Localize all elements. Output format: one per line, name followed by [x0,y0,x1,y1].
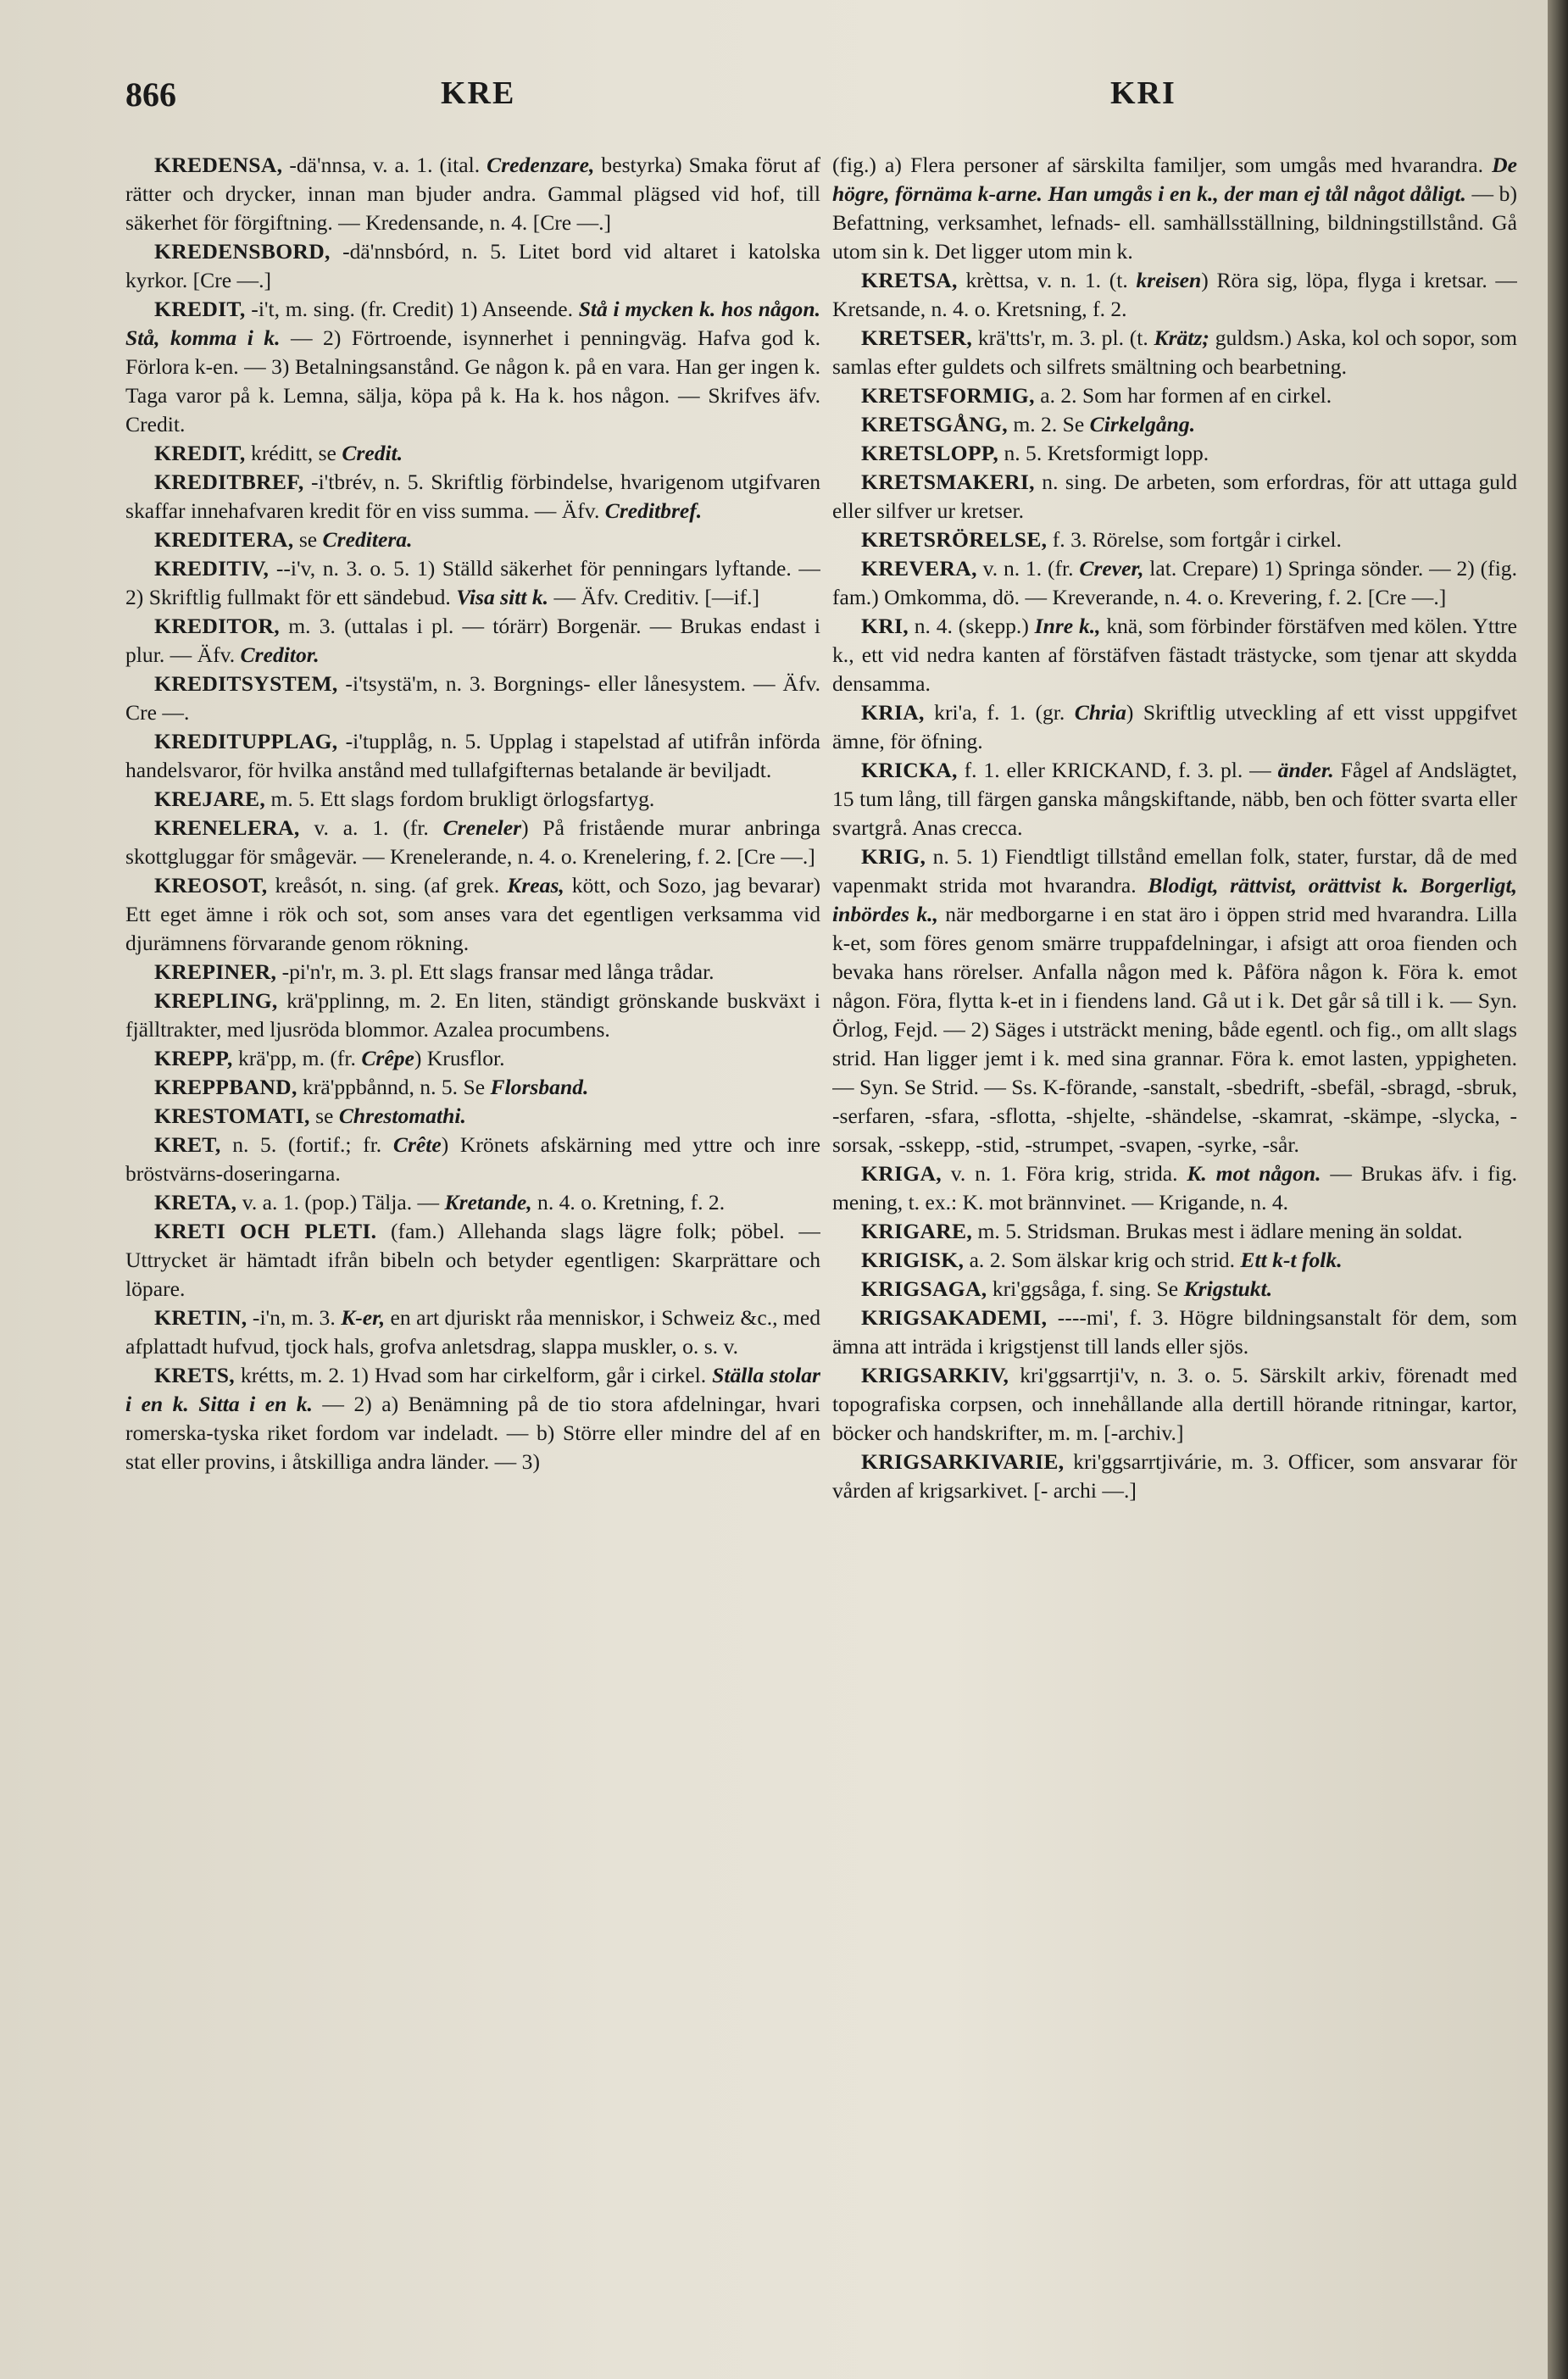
entry-text-continued: — b) Befattning, verksamhet, lefnads- ell. samhällsställning, bildningstillstånd. Gå utom sin k. Det ligger utom min k. [832,181,1517,264]
dictionary-entry [832,1159,1517,1217]
entry-text-continued: guldsm.) Aska, kol och sopor, som samlas efter guldets och silfrets smältning och bearbetning. [832,325,1517,379]
dictionary-entry [125,785,820,814]
entry-text: n. 4. (skepp.) [908,614,1035,638]
entry-text: se [293,527,323,552]
dictionary-entry [832,1246,1517,1275]
headword: KRETSGÅNG, [861,412,1008,436]
dictionary-entry [832,1303,1517,1361]
entry-text: v. a. 1. (fr. [299,815,443,840]
entry-example: Chria [1074,700,1126,725]
headword: KRIGSAGA, [861,1276,987,1301]
entry-text: -i'tbrév, n. 5. Skriftlig förbindelse, hvarigenom utgifvaren skaffar innehafvaren kredit för en viss summa. — Äfv. [125,470,820,523]
dictionary-entry [125,1131,820,1188]
headword: KRIGARE, [861,1219,973,1243]
dictionary-entry [125,670,820,727]
headword: KRIGSAKADEMI, [861,1305,1048,1330]
entry-text-continued: ) Skriftlig utveckling af ett visst uppgifvet ämne, för öfning. [832,700,1517,753]
headword: KREPLING, [154,988,278,1013]
dictionary-entry [832,151,1517,266]
dictionary-entry [125,554,820,612]
dictionary-entry [125,525,820,554]
entry-example: Ställa stolar i en k. Sitta i en k. [125,1363,820,1416]
entry-example: Credenzare, [487,153,595,177]
entry-text: ----mi', f. 3. Högre bildningsanstalt för dem, som ämna att inträda i krigstjenst till lands eller sjös. [832,1305,1517,1359]
headword: KREVERA, [861,556,977,581]
entry-text: -pi'n'r, m. 3. pl. Ett slags fransar med långa trådar. [276,959,714,984]
entry-text-continued: lat. Crepare) 1) Springa sönder. — 2) (fig. fam.) Omkomma, dö. — Kreverande, n. 4. o. Krevering, f. 2. [Cre —.] [832,556,1517,609]
dictionary-entry [125,987,820,1044]
dictionary-entry [125,468,820,525]
entry-text: f. 3. Rörelse, som fortgår i cirkel. [1047,527,1342,552]
entry-text: kreåsót, n. sing. (af grek. [267,873,508,898]
headword: KRIG, [861,844,926,869]
dictionary-entry [125,1073,820,1102]
entry-example: De högre, förnäma k-arne. Han umgås i en k., der man ej tål något dåligt. [832,153,1517,206]
dictionary-entry [125,727,820,785]
left-column [125,151,820,2354]
entry-text: --i'v, n. 3. o. 5. 1) Ställd säkerhet för penningars lyftande. — 2) Skriftlig fullmakt för ett sändebud. [125,556,820,609]
entry-example: Blodigt, rättvist, orättvist k. Borgerligt, inbördes k., [832,873,1517,926]
headword: KREPP, [154,1046,233,1070]
entry-text: a. 2. Som älskar krig och strid. [964,1248,1241,1272]
entry-example: Crête [392,1132,442,1157]
dictionary-entry [125,295,820,439]
entry-text-continued: Fågel af Andslägtet, 15 tum lång, till färgen ganska mångskiftande, näbb, ben och fötter svarta eller svartgrå. Anas crecca. [832,758,1517,840]
entry-example: Kreas, [507,873,564,898]
entry-example: Visa sitt k. [456,585,549,609]
entry-text: (fig.) a) Flera personer af särskilta familjer, som umgås med hvarandra. [832,153,1493,177]
headword: KRIGISK, [861,1248,965,1272]
entry-example: kreisen [1136,268,1202,292]
entry-text: n. 5. Kretsformigt lopp. [998,441,1209,465]
dictionary-entry [125,439,820,468]
headword: KRIA, [861,700,925,725]
entry-text: krä'ppbånnd, n. 5. Se [297,1075,491,1099]
entry-text: -i'tupplåg, n. 5. Upplag i stapelstad af utifrån införda handelsvaror, för hvilka anstånd med tullafgifternas betalande är beviljadt. [125,729,820,782]
entry-text: a. 2. Som har formen af en cirkel. [1034,383,1332,408]
entry-text: m. 3. (uttalas i pl. — tórärr) Borgenär. — Brukas endast i plur. — Äfv. [125,614,820,667]
entry-example: Creneler [442,815,522,840]
dictionary-entry [832,439,1517,468]
headword: KREOSOT, [154,873,268,898]
headword: KRIGSARKIVARIE, [861,1449,1065,1474]
page-number: 866 [125,75,176,114]
entry-example: änder. [1277,758,1334,782]
dictionary-entry [832,525,1517,554]
entry-text-continued: — Äfv. Creditiv. [—if.] [548,585,760,609]
entry-text: krä'tts'r, m. 3. pl. (t. [972,325,1154,350]
entry-text: -i'tsystä'm, n. 3. Borgnings- eller lånesystem. — Äfv. Cre —. [125,671,820,725]
dictionary-entry [832,554,1517,612]
dictionary-entry [125,1188,820,1217]
entry-text-continued: kött, och Sozo, jag bevarar) Ett eget ämne i rök och sot, som anses vara det egentligen verksamma vid djurämnens förvarande genom rökning. [125,873,820,955]
entry-text-continued: ) På fristående murar anbringa skottgluggar för smågevär. — Krenelerande, n. 4. o. Krenelering, f. 2. [Cre —.] [125,815,820,869]
dictionary-entry [832,266,1517,324]
right-guide-word: KRI [1110,75,1176,111]
entry-text-continued: ) Röra sig, löpa, flyga i kretsar. — Kretsande, n. 4. o. Kretsning, f. 2. [832,268,1517,321]
headword: KRI, [861,614,909,638]
dictionary-entry [832,612,1517,698]
entry-text: kri'ggsåga, f. sing. Se [987,1276,1184,1301]
entry-text: v. n. 1. (fr. [976,556,1080,581]
left-guide-word: KRE [441,75,516,111]
entry-example: Kretande, [444,1190,532,1215]
entry-text: -i't, m. sing. (fr. Credit) 1) Anseende. [245,297,579,321]
dictionary-entry [832,842,1517,1159]
entry-text: krä'pp, m. (fr. [232,1046,362,1070]
entry-text: -dä'nnsa, v. a. 1. (ital. [282,153,487,177]
dictionary-entry [125,151,820,237]
entry-text: krä'pplinng, m. 2. En liten, ständigt grönskande buskväxt i fjälltrakter, med ljusröda blommor. Azalea procumbens. [125,988,820,1042]
dictionary-entry [832,468,1517,525]
dictionary-entry [125,814,820,871]
entry-text: v. a. 1. (pop.) Tälja. — [236,1190,445,1215]
entry-text: krétts, m. 2. 1) Hvad som har cirkelform, går i cirkel. [234,1363,713,1387]
right-column [832,151,1517,2354]
dictionary-entry [832,1275,1517,1303]
headword: KREDENSBORD, [154,239,331,264]
entry-example: Cirkelgång. [1089,412,1196,436]
headword: KREDITIV, [154,556,270,581]
headword: KRETSER, [861,325,973,350]
dictionary-entry [832,1217,1517,1246]
entry-text: m. 5. Stridsman. Brukas mest i ädlare mening än soldat. [972,1219,1463,1243]
dictionary-entry [125,1102,820,1131]
dictionary-entry [125,612,820,670]
entry-text: kréditt, se [245,441,342,465]
entry-text: m. 2. Se [1007,412,1090,436]
headword: KREDITERA, [154,527,294,552]
entry-example: Creditbref. [604,498,703,523]
entry-text: se [309,1103,339,1128]
dictionary-entry [832,410,1517,439]
headword: KREDITBREF, [154,470,304,494]
headword: KRENELERA, [154,815,300,840]
dictionary-entry [125,1303,820,1361]
headword: KRESTOMATI, [154,1103,310,1128]
headword: KREDITSYSTEM, [154,671,338,696]
entry-text-continued: en art djuriskt råa menniskor, i Schweiz &c., med afplattadt hufvud, tjock hals, grofva anletsdrag, slappa muskler, o. s. v. [125,1305,820,1359]
entry-example: Florsband. [490,1075,589,1099]
headword: KRIGA, [861,1161,942,1186]
entry-text: kri'a, f. 1. (gr. [924,700,1075,725]
entry-example: Ett k-t folk. [1240,1248,1343,1272]
entry-text: f. 1. eller KRICKAND, f. 3. pl. — [957,758,1278,782]
dictionary-entry [832,1448,1517,1505]
entry-example: Creditor. [240,642,320,667]
headword: KREPPBAND, [154,1075,297,1099]
entry-text-continued: när medborgarne i en stat äro i öppen strid med hvarandra. Lilla k-et, som föres genom smärre truppafdelningar, i afsigt att oroa fienden och bevaka hans rörelser. Anfalla någon med k. Påföra någon k. Föra k. emot någon. Föra, flytta k-et in i fiendens land. Gå ut i k. Det går så till i k. — Syn. Örlog, Fejd. — 2) Säges i utsträckt mening, både egentl. och fig., om allt slags strid. Han ligger jemt i k. med sina grannar. Föra k. emot lasten, yppigheten. — Syn. Se Strid. — Ss. K-förande, -sanstalt, -sbedrift, -sbefäl, -sbragd, -sbruk, -serfaren, -sfara, -sflotta, -shjelte, -shändelse, -skamrat, -skämpe, -slycka, -sorsak, -sskepp, -stid, -strumpet, -svapen, -syrke, -sår. [832,902,1517,1157]
entry-example: Crever, [1079,556,1144,581]
entry-text-continued: — Brukas äfv. i fig. mening, t. ex.: K. mot brännvinet. — Krigande, n. 4. [832,1161,1517,1215]
entry-example: Krigstukt. [1183,1276,1273,1301]
dictionary-entry [832,1361,1517,1448]
entry-text-continued: — 2) Förtroende, isynnerhet i penningväg. Hafva god k. Förlora k-en. — 3) Betalningsanstånd. Ge någon k. på en vara. Han ger ingen k. Taga varor på k. Lemna, sälja, köpa på k. Ha k. hos någon. — Skrifves äfv. Credit. [125,325,820,436]
binding-edge [1548,0,1568,2379]
dictionary-entry [832,756,1517,842]
headword: KRETSRÖRELSE, [861,527,1048,552]
headword: KRETSA, [861,268,958,292]
headword: KRETS, [154,1363,235,1387]
entry-text: kri'ggsarrtjivárie, m. 3. Officer, som ansvarar för vården af krigsarkivet. [- archi —.] [832,1449,1517,1503]
entry-text-continued: ) Krönets afskärning med yttre och inre bröstvärns-doseringarna. [125,1132,820,1186]
headword: KRICKA, [861,758,958,782]
entry-text: -i'n, m. 3. [247,1305,342,1330]
headword: KREJARE, [154,787,266,811]
entry-text: v. n. 1. Föra krig, strida. [941,1161,1187,1186]
entry-example: Chrestomathi. [338,1103,466,1128]
headword: KREPINER, [154,959,277,984]
dictionary-entry [832,324,1517,381]
entry-text: (fam.) Allehanda slags lägre folk; pöbel. — Uttrycket är hämtadt ifrån bibeln och betyder egentligen: Skarprättare och löpare. [125,1219,820,1301]
dictionary-entry [125,1217,820,1303]
entry-text: krèttsa, v. n. 1. (t. [957,268,1137,292]
headword: KREDIT, [154,441,246,465]
dictionary-entry [125,958,820,987]
entry-text: -dä'nnsbórd, n. 5. Litet bord vid altaret i katolska kyrkor. [Cre —.] [125,239,820,292]
headword: KRETIN, [154,1305,247,1330]
headword: KRETSFORMIG, [861,383,1035,408]
headword: KREDITOR, [154,614,281,638]
entry-text: n. 5. 1) Fiendtligt tillstånd emellan folk, stater, furstar, då de med vapenmakt strida mot hvarandra. [832,844,1517,898]
headword: KRETSMAKERI, [861,470,1035,494]
entry-example: Inre k., [1034,614,1101,638]
entry-text-continued: ) Krusflor. [414,1046,505,1070]
headword: KRETSLOPP, [861,441,999,465]
entry-example: Credit. [342,441,403,465]
entry-text-continued: n. 4. o. Kretning, f. 2. [531,1190,726,1215]
headword: KRET, [154,1132,221,1157]
entry-example: K-er, [341,1305,386,1330]
headword: KREDITUPPLAG, [154,729,338,753]
headword: KREDIT, [154,297,246,321]
dictionary-entry [125,871,820,958]
entry-text-continued: bestyrka) Smaka förut af rätter och drycker, innan man bjuder andra. Gammal plägsed vid hof, till säkerhet för förgiftning. — Kredensande, n. 4. [Cre —.] [125,153,820,235]
entry-example: Stå i mycken k. hos någon. Stå, komma i k. [125,297,820,350]
entry-text: m. 5. Ett slags fordom brukligt örlogsfartyg. [265,787,655,811]
dictionary-entry [125,237,820,295]
entry-text-continued: knä, som förbinder förstäfven med kölen. Yttre k., ett vid nedra kanten af förstäfven fästadt trästycke, som tjenar att skydda densamma. [832,614,1517,696]
headword: KRETI OCH PLETI. [154,1219,377,1243]
dictionary-entry [832,698,1517,756]
entry-text-continued: — 2) a) Benämning på de tio stora afdelningar, hvari romerska-tyska riket fordom var indeladt. — b) Större eller mindre del af en stat eller provins, i åtskilliga andra länder. — 3) [125,1392,820,1474]
dictionary-entry [832,381,1517,410]
page-header [0,75,1568,125]
dictionary-entry [125,1361,820,1476]
dictionary-entry [125,1044,820,1073]
entry-example: Crêpe [361,1046,414,1070]
entry-text: n. sing. De arbeten, som erfordras, för att uttaga guld eller silfver ur kretser. [832,470,1517,523]
headword: KRIGSARKIV, [861,1363,1009,1387]
entry-example: K. mot någon. [1187,1161,1321,1186]
entry-text: n. 5. (fortif.; fr. [220,1132,393,1157]
entry-text: kri'ggsarrtji'v, n. 3. o. 5. Särskilt arkiv, förenadt med topografiska corpsen, och innehållande alla dertill hörande ritningar, kartor, böcker och handskrifter, m. m. [-archiv.] [832,1363,1517,1445]
entry-example: Creditera. [322,527,413,552]
entry-example: Krätz; [1154,325,1209,350]
headword: KRETA, [154,1190,237,1215]
headword: KREDENSA, [154,153,283,177]
